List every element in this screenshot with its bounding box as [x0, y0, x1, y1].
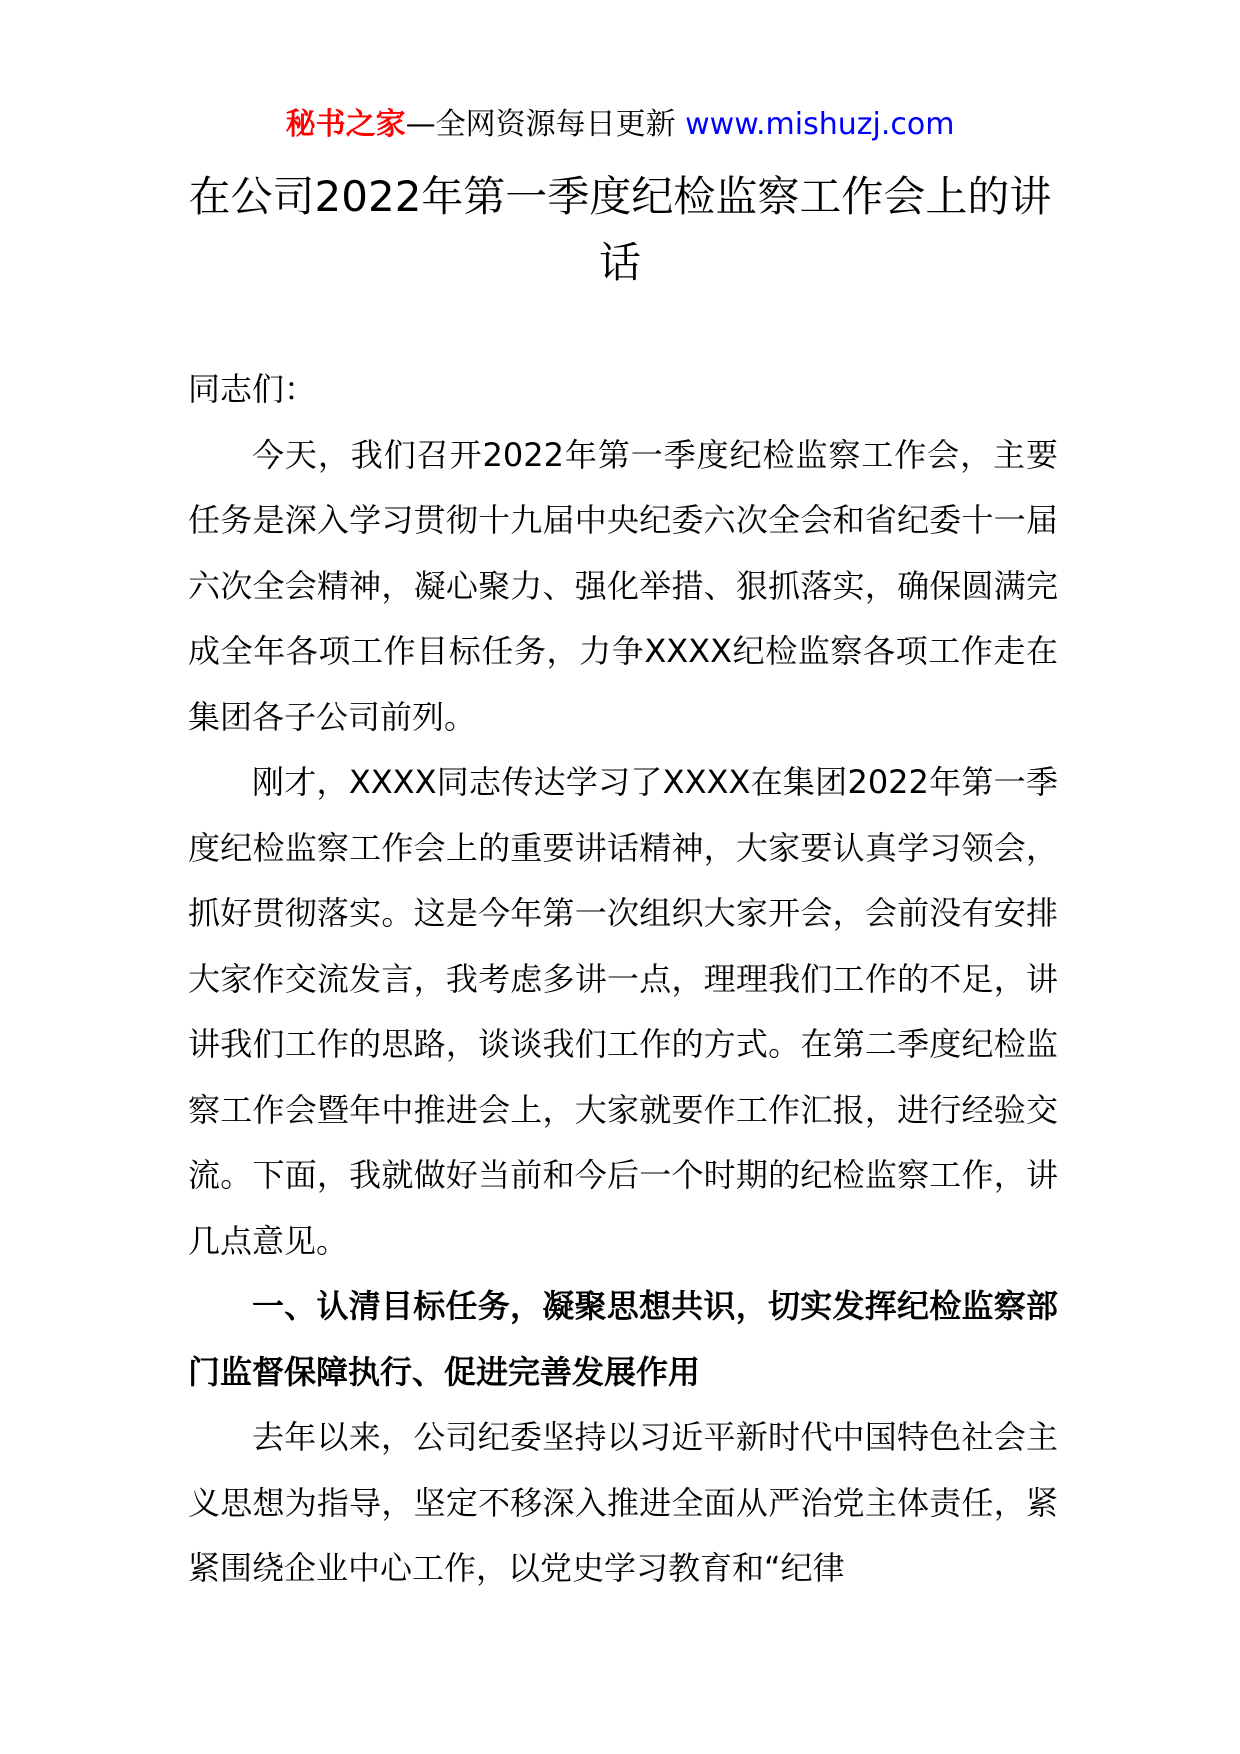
document-title: 在公司2022年第一季度纪检监察工作会上的讲话	[188, 172, 1052, 287]
site-brand: 秘书之家	[285, 107, 406, 142]
site-url-link[interactable]: www.mishuzj.com	[685, 107, 955, 142]
greeting: 同志们：	[188, 370, 317, 408]
site-header	[0, 100, 1240, 150]
paragraph: 刚才，XXXX同志传达学习了XXXX在集团2022年第一季度纪检监察工作会上的重要讲话精神，大家要认真学习领会，抓好贯彻落实。这是今年第一次组织大家开会，会前没有安排大家作交流发言，我考虑多讲一点，理理我们工作的不足，讲讲我们工作的思路，谈谈我们工作的方式。在第二季度纪检监察工作会暨年中推进会上，大家就要作工作汇报，进行经验交流。下面，我就做好当前和今后一个时期的纪检监察工作，讲几点意见。	[188, 763, 1058, 1260]
paragraph: 今天，我们召开2022年第一季度纪检监察工作会，主要任务是深入学习贯彻十九届中央纪委六次全会和省纪委十一届六次全会精神，凝心聚力、强化举措、狠抓落实，确保圆满完成全年各项工作目标任务，力争XXXX纪检监察各项工作走在集团各子公司前列。	[188, 435, 1058, 736]
paragraph: 去年以来，公司纪委坚持以习近平新时代中国特色社会主义思想为指导，坚定不移深入推进全面从严治党主体责任，紧紧围绕企业中心工作，以党史学习教育和“纪律	[188, 1418, 1058, 1587]
site-tagline: —全网资源每日更新	[405, 107, 676, 142]
section-heading: 一、认清目标任务，凝聚思想共识，切实发挥纪检监察部门监督保障执行、促进完善发展作用	[188, 1287, 1058, 1391]
document-body	[188, 357, 1058, 1602]
